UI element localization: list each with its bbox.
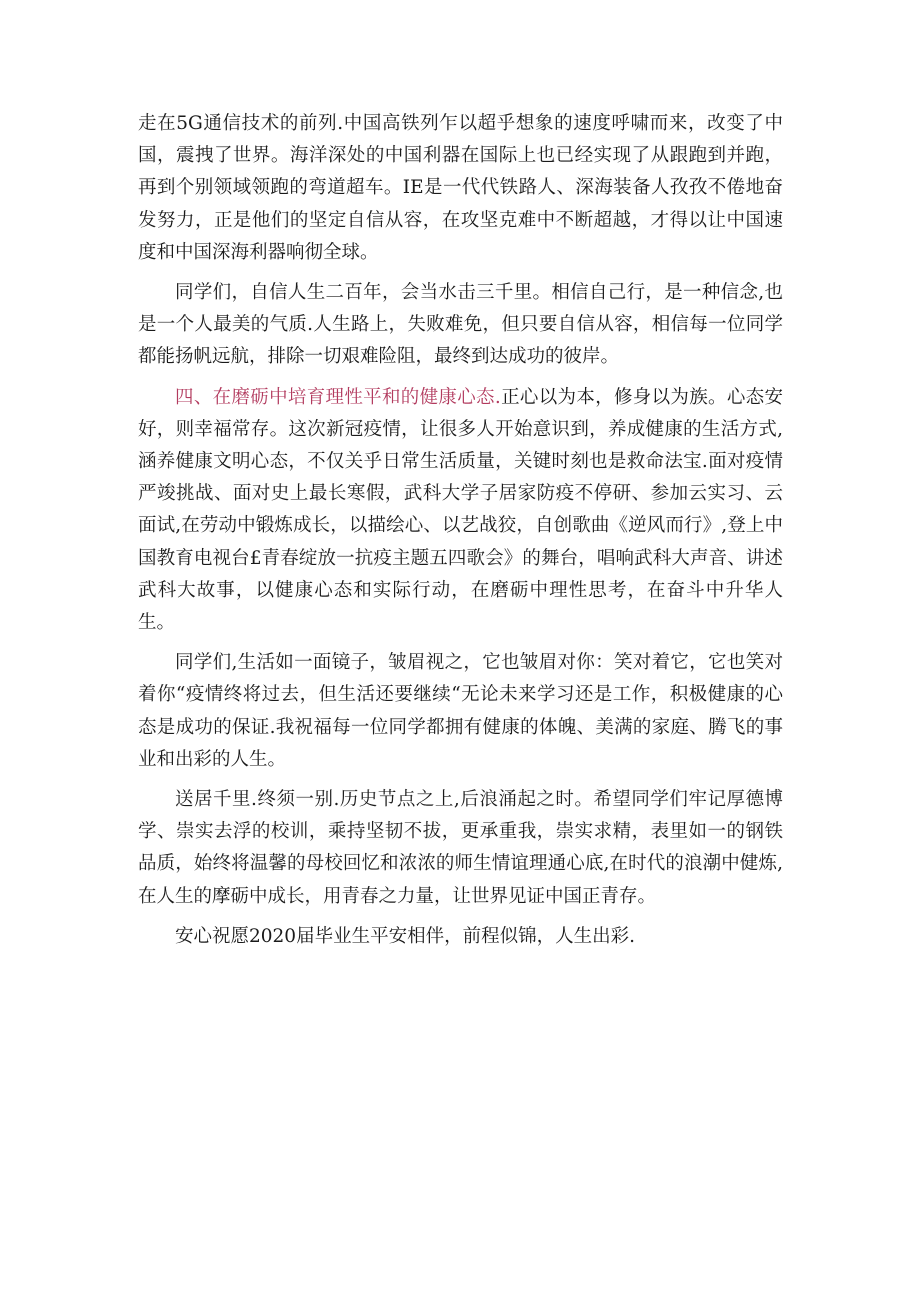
paragraph-text: 正心以为本，修身以为族。心态安好，则幸福常存。这次新冠疫情，让很多人开始意识到，养成健康的生活方式,涵养健康文明心态，不仅关乎日常生活质量，关键时刻也是救命法宝.面对疫情严竣挑战、面对史上最长寒假，武科大学子居家防疫不停研、参加云实习、云面试,在劳动中锻炼成长，以描绘心、以艺战狡，自创歌曲《逆风而行》,登上中国教育电视台£青春绽放一抗疫主题五四歌会》的舞台，唱响武科大声音、讲述武科大故事，以健康心态和实际行动，在磨砺中理性思考，在奋斗中升华人生。 [138,386,783,634]
paragraph-text: 走在5G通信技术的前列.中国高铁列乍以超乎想象的速度呼啸而来，改变了中国，震拽了世界。海洋深处的中国利器在国际上也已经实现了从跟跑到并跑，再到个别领域领跑的弯道超车。IE是一代代铁路人、深海装备人孜孜不倦地奋发努力，正是他们的坚定自信从容，在攻坚克难中不断超越，才得以让中国速度和中国深海利器响彻全球。 [138,113,783,263]
section-heading: 四、在磨砺中培育理性平和的健康心态. [175,386,501,408]
paragraph-4 [138,647,783,776]
paragraph-2 [138,277,783,374]
paragraph-5 [138,784,783,913]
paragraph-text: 同学们,生活如一面镜子，皱眉视之，它也皱眉对你：笑对着它，它也笑对着你“疫情终将过去，但生活还要继续“无论未来学习还是工作，积极健康的心态是成功的保证.我祝福每一位同学都拥有健康的体魄、美满的家庭、腾飞的事业和出彩的人生。 [138,652,783,770]
paragraph-text: 送居千里.终须一别.历史节点之上,后浪涌起之时。希望同学们牢记厚德博学、崇实去浮的校训，乘持坚韧不拔，更承重我，崇实求精，表里如一的钢铁品质，始终将温馨的母校回忆和浓浓的师生情谊理通心底,在时代的浪潮中健炼,在人生的摩砺中成长，用青春之力量，让世界见证中国正青存。 [138,789,783,907]
paragraph-3 [138,382,783,640]
paragraph-1 [138,108,783,269]
paragraph-text: 同学们，自信人生二百年，会当水击三千里。相信自己行，是一种信念,也是一个人最美的气质.人生路上，失败难免，但只要自信从容，相信每一位同学都能扬帆远航，排除一切艰难险阻，最终到达成功的彼岸。 [138,282,783,368]
document-page [138,108,783,961]
paragraph-text: 安心祝愿2020届毕业生平安相伴，前程似锦，人生出彩. [175,925,635,947]
paragraph-6 [138,921,783,953]
